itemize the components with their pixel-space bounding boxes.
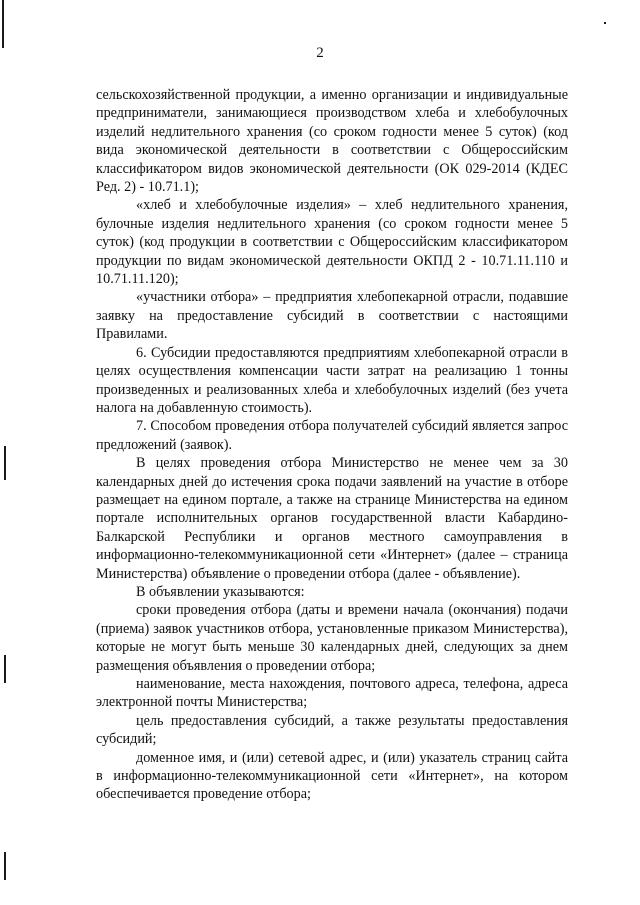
paragraph-announcement-intro: В объявлении указываются:	[136, 583, 305, 600]
paragraph-definition-bread: «хлеб и хлебобулочные изделия» – хлеб недлительного хранения, булочные изделия недлительного хранения (со сроком годности менее 5 суток) (код продукции в соответствии с Общероссийским классификатором продукции по видам экономической деятельности ОКПД 2 - 10.71.11.110 и 10.71.11.120);	[96, 197, 568, 288]
scan-edge-mark	[4, 852, 6, 880]
scan-edge-mark	[4, 655, 6, 683]
paragraph-definition-participants: «участники отбора» – предприятия хлебопекарной отрасли, подавшие заявку на предоставление субсидий в соответствии с настоящими Правилами.	[96, 289, 568, 343]
scan-speck	[604, 22, 606, 24]
page-number: 2	[316, 45, 324, 61]
scan-edge-mark	[4, 446, 6, 480]
paragraph-item-deadlines: сроки проведения отбора (даты и времени начала (окончания) подачи (приема) заявок участников отбора, установленные приказом Министерства), которые не могут быть меньше 30 календарных дней, следующих за днем размещения объявления о проведении отбора;	[96, 602, 568, 674]
scan-edge-mark	[2, 0, 4, 48]
paragraph-item-purpose: цель предоставления субсидий, а также результаты предоставления субсидий;	[96, 712, 568, 748]
paragraph-clause-7: 7. Способом проведения отбора получателей субсидий является запрос предложений (заявок).	[96, 418, 568, 453]
paragraph-clause-6: 6. Субсидии предоставляются предприятиям хлебопекарной отрасли в целях осуществления компенсации части затрат на реализацию 1 тонны произведенных и реализованных хлеба и хлебобулочных изделий (без учета налога на добавленную стоимость).	[96, 344, 568, 416]
paragraph-announcement: В целях проведения отбора Министерство не менее чем за 30 календарных дней до истечения срока подачи заявлений на участие в отборе размещает на едином портале, а также на странице Министерства на едином портале исполнительных органов государственной власти Кабардино-Балкарской Республики и органов местного самоуправления в информационно-телекоммуникационной сети «Интернет» (далее – страница Министерства) объявление о проведении отбора (далее - объявление).	[96, 455, 568, 582]
paragraph-continuation: сельскохозяйственной продукции, а именно организации и индивидуальные предприниматели, занимающиеся производством хлеба и хлебобулочных изделий недлительного хранения (со сроком годности менее 5 суток) (код вида экономической деятельности в соответствии с Общероссийским классификатором видов экономической деятельности (ОК 029-2014 (КДЕС Ред. 2) - 10.71.1);	[96, 87, 568, 196]
document-body	[96, 86, 568, 804]
paragraph-item-domain: доменное имя, и (или) сетевой адрес, и (или) указатель страниц сайта в информационно-телекоммуникационной сети «Интернет», на котором обеспечивается проведение отбора;	[96, 749, 568, 803]
paragraph-item-contacts: наименование, места нахождения, почтового адреса, телефона, адреса электронной почты Министерства;	[96, 676, 568, 711]
